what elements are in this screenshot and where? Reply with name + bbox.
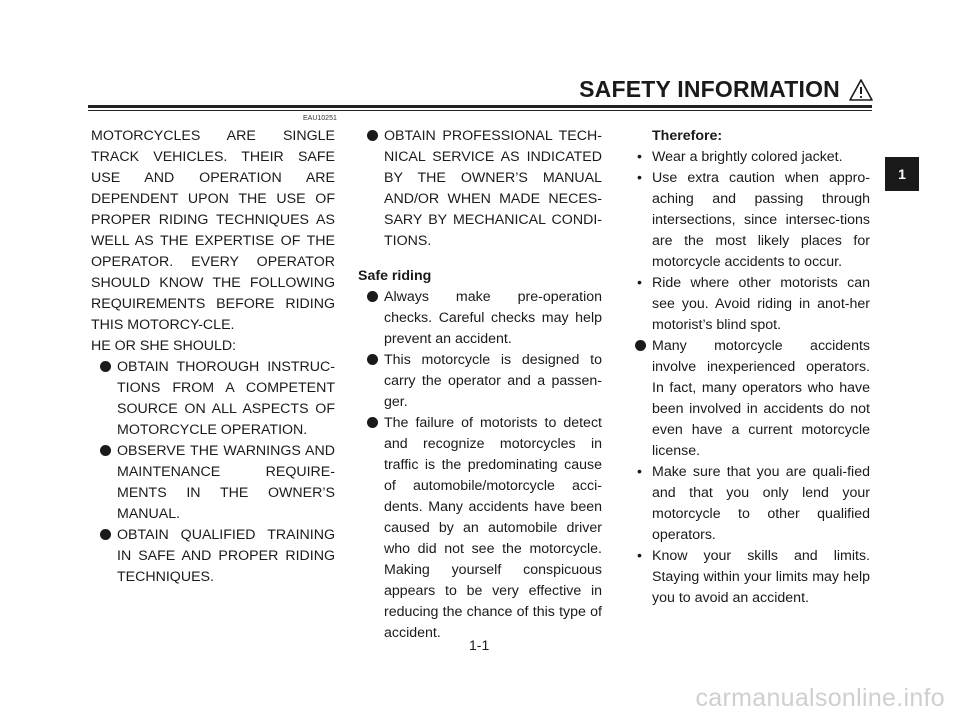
bullet-icon (100, 529, 111, 540)
bullet-icon (367, 130, 378, 141)
bullet-icon (635, 340, 646, 351)
page-number: 1-1 (469, 637, 490, 653)
sub-list-item: • Use extra caution when appro-aching and passing through intersections, since intersec-tions are the most likely places for motorcycle accidents to occur. (637, 170, 870, 270)
watermark: carmanualsonline.info (695, 684, 945, 712)
list-item: Always make pre-operation checks. Careful checks may help prevent an accident. (358, 287, 602, 350)
column-3 (626, 126, 870, 609)
sub-list-item: • Know your skills and limits. Staying within your limits may help you to avoid an accident. (637, 548, 870, 606)
list-item: This motorcycle is designed to carry the operator and a passen-ger. (358, 350, 602, 413)
intro-paragraph: MOTORCYCLES ARE SINGLE TRACK VEHICLES. THEIR SAFE USE AND OPERATION ARE DEPENDENT UPON THE USE OF PROPER RIDING TECHNIQUES AS WELL AS THE EXPERTISE OF THE OPERATOR. EVERY OPERATOR SHOULD KNOW THE FOLLOWING REQUIREMENTS BEFORE RIDING THIS MOTORCY-CLE. (91, 128, 335, 333)
sub-bullet-icon: • (637, 170, 642, 186)
header-rule-thin (88, 110, 872, 111)
header-rule-thick (88, 105, 872, 108)
list-item: The failure of motorists to detect and recognize motorcycles in traffic is the predominating cause of automobile/motorcycle acci-dents. Many accidents have been caused by an automobile driver who did not see the motorcycle. Making yourself conspicuous appears to be very effective in reducing the chance of this type of accident. (358, 413, 602, 644)
column-2 (358, 126, 602, 644)
list-item: OBTAIN QUALIFIED TRAINING IN SAFE AND PROPER RIDING TECHNIQUES. (91, 525, 335, 588)
therefore-label: Therefore: (652, 128, 723, 144)
bullet-icon (367, 291, 378, 302)
sub-bullet-icon: • (637, 275, 642, 291)
sub-bullet-icon: • (637, 464, 642, 480)
list-item: OBSERVE THE WARNINGS AND MAINTENANCE REQUIRE-MENTS IN THE OWNER’S MANUAL. (91, 441, 335, 525)
bullet-icon (100, 445, 111, 456)
column-1 (91, 126, 335, 588)
document-code: EAU10251 (303, 115, 337, 122)
list-item: OBTAIN PROFESSIONAL TECH-NICAL SERVICE AS INDICATED BY THE OWNER’S MANUAL AND/OR WHEN MADE NECES-SARY BY MECHANICAL CONDI-TIONS. (358, 126, 602, 252)
lead-line: HE OR SHE SHOULD: (91, 338, 237, 354)
sub-list-item: • Wear a brightly colored jacket. (626, 147, 870, 168)
section-heading: Safe riding (358, 268, 432, 284)
bullet-icon (367, 417, 378, 428)
sub-list-item: • Ride where other motorists can see you. Avoid riding in anot-her motorist’s blind spot. (637, 275, 870, 333)
section-title (579, 76, 874, 103)
list-item: OBTAIN THOROUGH INSTRUC-TIONS FROM A COMPETENT SOURCE ON ALL ASPECTS OF MOTORCYCLE OPERATION. (91, 357, 335, 441)
sub-bullet-icon: • (637, 149, 642, 165)
bullet-icon (367, 354, 378, 365)
warning-triangle-icon (848, 78, 874, 102)
sub-list-item: • Make sure that you are quali-fied and that you only lend your motorcycle to other qualified operators. (637, 464, 870, 543)
sub-bullet-icon: • (637, 548, 642, 564)
bullet-icon (100, 361, 111, 372)
list-item: Many motorcycle accidents involve inexperienced operators. In fact, many operators who have been involved in accidents do not even have a current motorcycle license. (626, 336, 870, 462)
section-title-text: SAFETY INFORMATION (579, 76, 840, 102)
chapter-tab[interactable]: 1 (885, 157, 919, 191)
